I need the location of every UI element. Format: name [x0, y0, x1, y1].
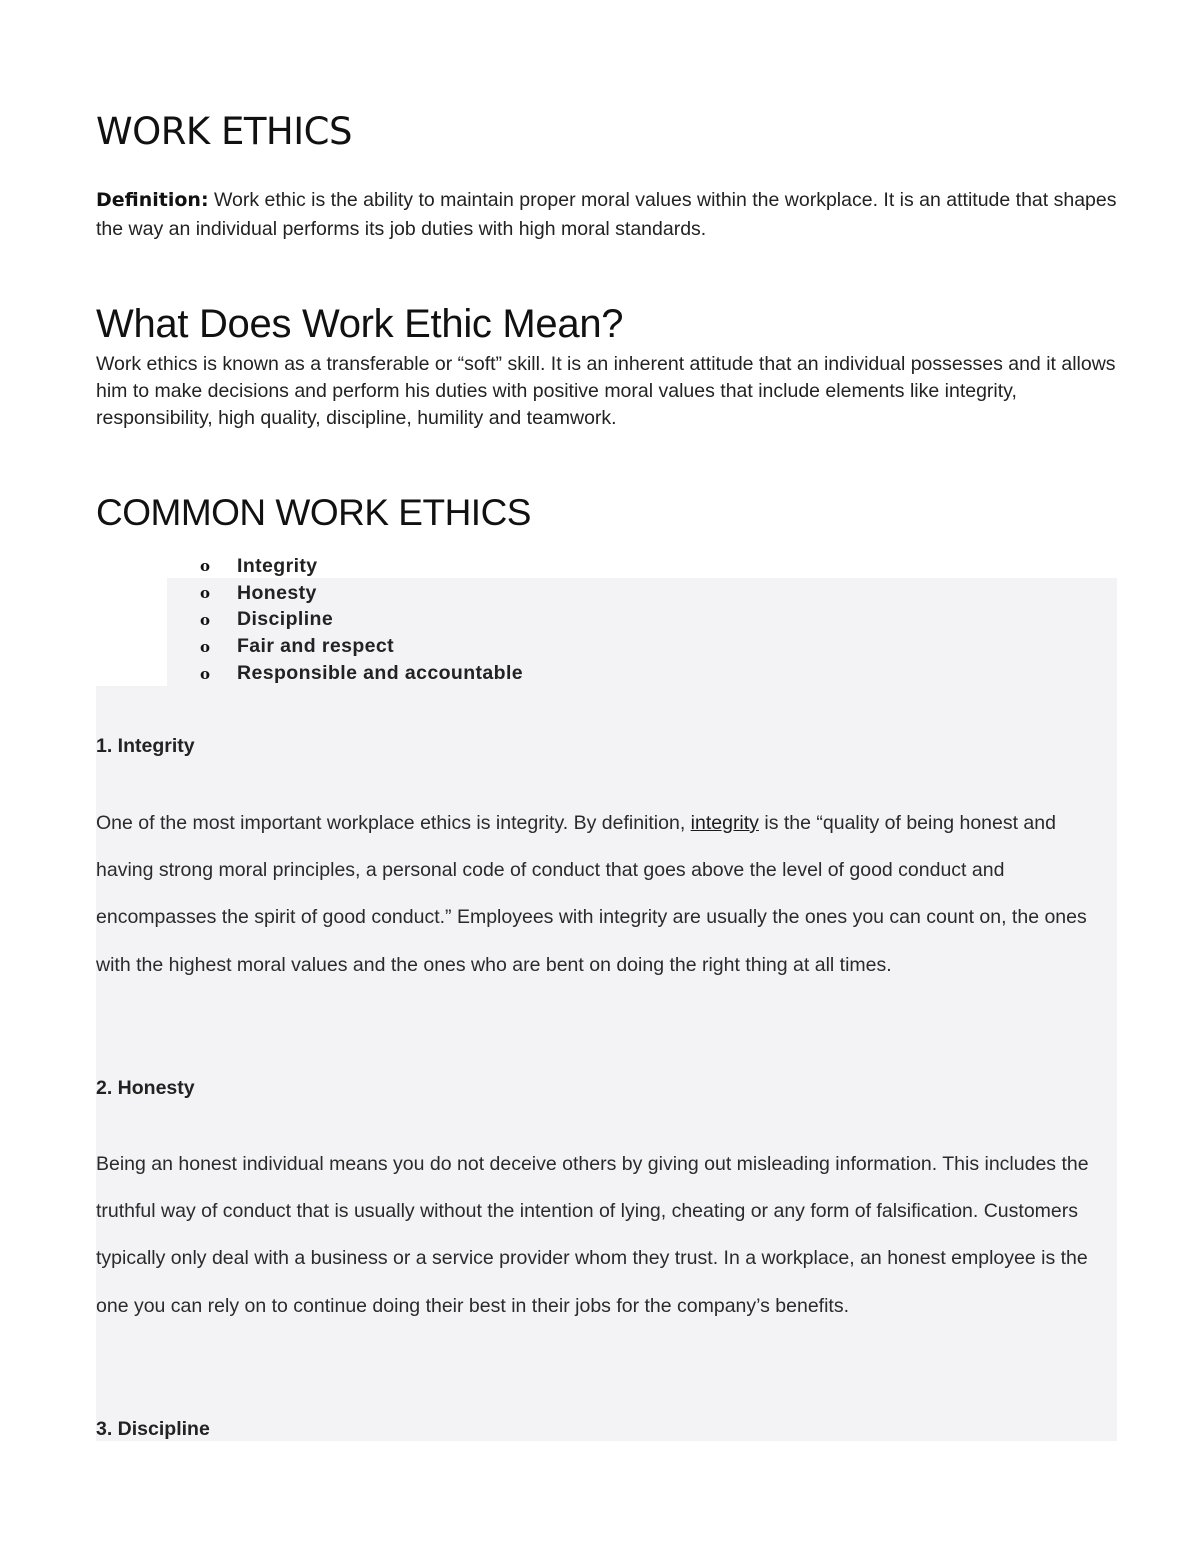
list-item: [200, 553, 523, 580]
common-ethics-list: [200, 553, 523, 687]
list-item: [200, 607, 523, 634]
meaning-paragraph: Work ethics is known as a transferable or “soft” skill. It is an inherent attitude that an individual possesses and it allows him to make decisions and perform his duties with positive moral values that include elements like integrity, responsibility, high quality, discipline, humility and teamwork.: [96, 353, 1116, 429]
list-item-label: Integrity: [237, 554, 318, 577]
section-body-honesty: Being an honest individual means you do not deceive others by giving out misleading information. This includes the truthful way of conduct that is usually without the intention of lying, cheating or any form of falsification. Customers typically only deal with a business or a service provider whom they trust. In a workplace, an honest employee is the one you can rely on to continue doing their best in their jobs for the company’s benefits.: [96, 1153, 1089, 1317]
integrity-link[interactable]: integrity: [690, 812, 759, 834]
section-heading-honesty: 2. Honesty: [96, 1077, 195, 1099]
bullet-icon: o: [200, 610, 211, 629]
section-heading-integrity: 1. Integrity: [96, 735, 195, 757]
definition-label: Definition:: [96, 189, 209, 211]
list-item-label: Honesty: [237, 581, 317, 604]
document-title: WORK ETHICS: [96, 110, 352, 153]
list-item-label: Fair and respect: [237, 635, 395, 658]
list-item-label: Responsible and accountable: [237, 662, 524, 685]
section-body-integrity: [96, 800, 1116, 989]
section-heading-discipline: 3. Discipline: [96, 1418, 210, 1440]
definition-text: Work ethic is the ability to maintain proper moral values within the workplace. It is an attitude that shapes the way an individual performs its job duties with high moral standards.: [96, 189, 1117, 240]
integrity-text-before: One of the most important workplace ethics is integrity. By definition,: [96, 812, 691, 834]
meaning-heading: What Does Work Ethic Mean?: [96, 302, 624, 346]
list-item: [200, 633, 523, 660]
bullet-icon: o: [200, 664, 211, 683]
common-ethics-heading: COMMON WORK ETHICS: [96, 492, 531, 533]
list-item: [200, 660, 523, 687]
integrity-text-after: is the “quality of being honest and having strong moral principles, a personal code of conduct that goes above the level of good conduct and encompasses the spirit of good conduct.” Employees with integrity are usually the ones you can count on, the ones with the highest moral values and the ones who are bent on doing the right thing at all times.: [96, 812, 1087, 976]
definition-paragraph: [96, 186, 1126, 244]
bullet-icon: o: [200, 637, 211, 656]
bullet-icon: o: [200, 584, 211, 603]
list-item: [200, 580, 523, 607]
bullet-icon: o: [200, 557, 211, 576]
list-item-label: Discipline: [237, 608, 334, 631]
